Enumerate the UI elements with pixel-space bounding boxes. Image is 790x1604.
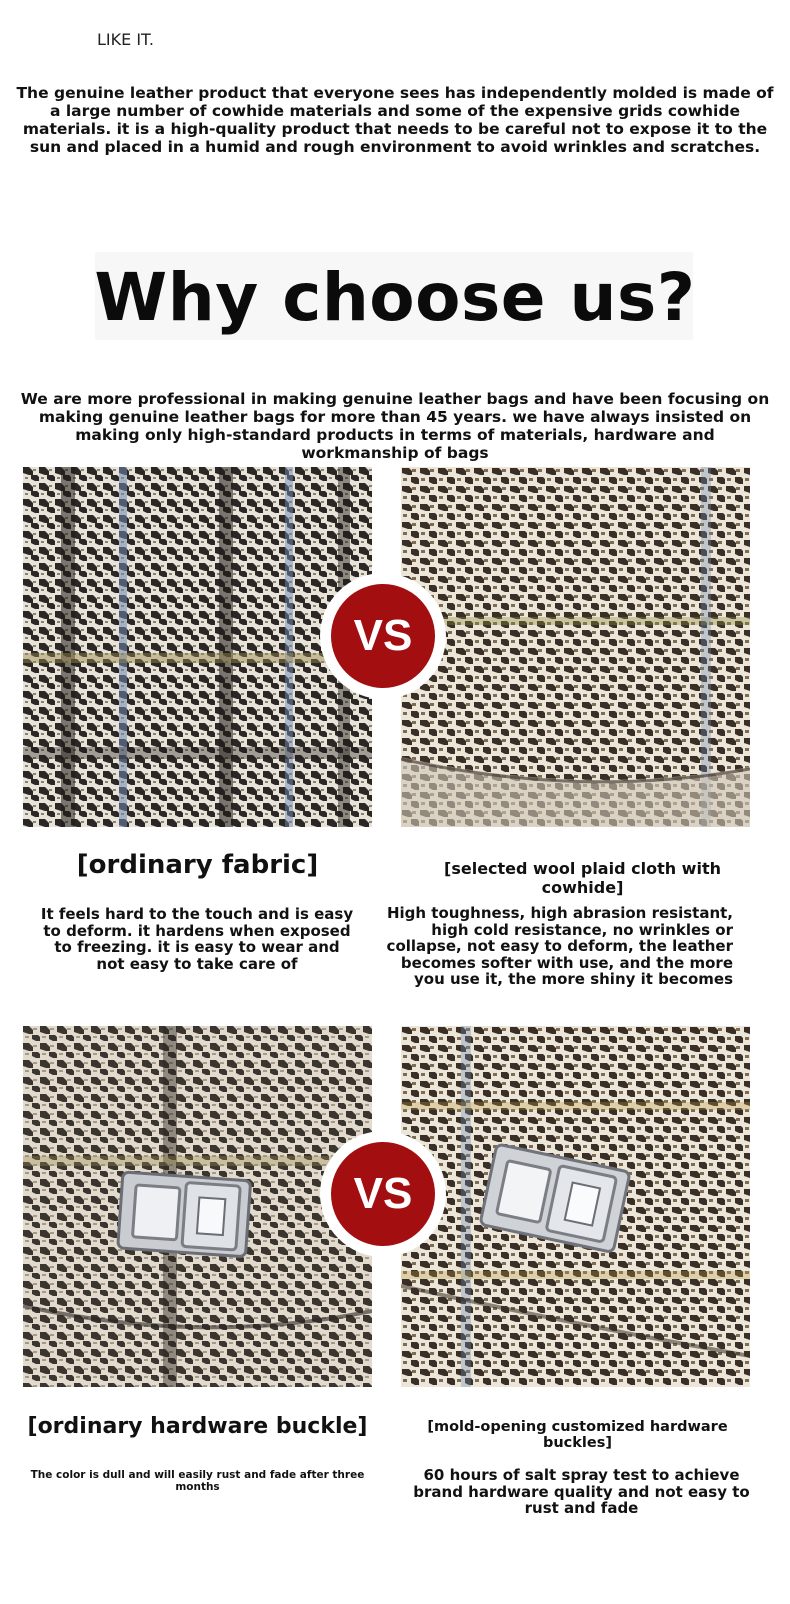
top-label: LIKE IT. (97, 30, 154, 49)
vs-badge (320, 1131, 446, 1257)
custom-buckle-description: 60 hours of salt spray test to achieve brand hardware quality and not easy to rust and fade (413, 1466, 750, 1517)
intro-paragraph: The genuine leather product that everyone sees has independently molded is made of a large number of cowhide materials and some of the expensive grids cowhide materials. it is a high-quality product that needs to be careful not to expose it to the sun and placed in a humid and rough environment to avoid wrinkles and scratches. (16, 84, 774, 156)
ordinary-fabric-photo (23, 467, 372, 827)
section-title: Why choose us? (94, 259, 696, 336)
wool-plaid-description: High toughness, high abrasion resistant, high cold resistance, no wrinkles or collapse, not easy to deform, the leather becomes softer with use, and the more you use it, the more shiny it becomes (386, 904, 733, 988)
ordinary-buckle-title: [ordinary hardware buckle] (27, 1414, 368, 1439)
wool-plaid-title: [selected wool plaid cloth with cowhide] (444, 859, 721, 897)
ordinary-fabric-description: It feels hard to the touch and is easy to deform. it hardens when exposed to freezing. it is easy to wear and not easy to take care of (40, 905, 354, 973)
ordinary-fabric-title: [ordinary fabric] (76, 850, 319, 880)
ordinary-buckle-description: The color is dull and will easily rust and fade after three months (30, 1469, 365, 1493)
ordinary-buckle-photo (23, 1026, 372, 1387)
custom-buckle-title: [mold-opening customized hardware buckles] (427, 1419, 728, 1451)
custom-buckle-photo (401, 1026, 750, 1387)
vs-label: VS (331, 1142, 435, 1246)
vs-badge (320, 573, 446, 699)
buckle-icon (118, 1172, 251, 1257)
wool-plaid-photo (401, 467, 750, 827)
vs-label: VS (331, 584, 435, 688)
section-description: We are more professional in making genuine leather bags and have been focusing on making genuine leather bags for more than 45 years. we have always insisted on making only high-standard products in terms of materials, hardware and workmanship of bags (20, 390, 770, 462)
